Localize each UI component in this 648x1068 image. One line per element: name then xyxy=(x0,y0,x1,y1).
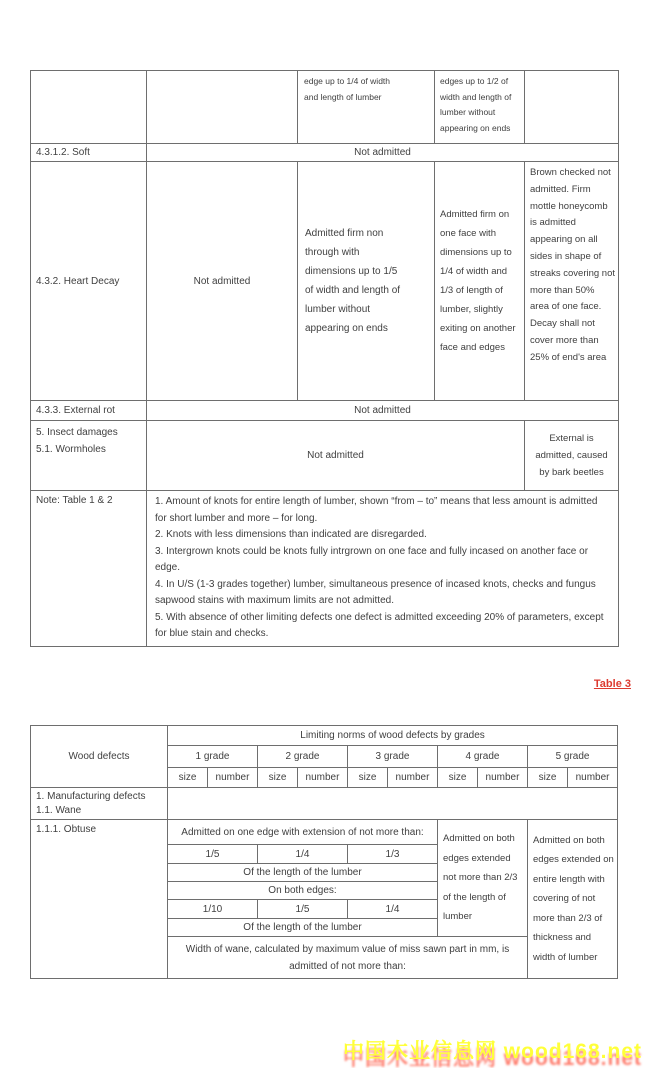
soft-label: 4.3.1.2. Soft xyxy=(31,144,147,162)
obtuse-grade5-cell: Admitted on both edges extended on entire length with covering of not more than 2/3 of thickness and width of lumber xyxy=(528,820,618,979)
external-rot-value: Not admitted xyxy=(147,401,619,421)
table-row xyxy=(31,491,619,647)
obtuse-one-edge-grade3-value: 1/3 xyxy=(348,845,438,864)
heart-decay-col2: Not admitted xyxy=(147,162,298,401)
obtuse-both-edges-grade1-value: 1/10 xyxy=(168,900,258,919)
obtuse-both-edges-grade3-value: 1/4 xyxy=(348,900,438,919)
wormholes-line2: 5.1. Wormholes xyxy=(36,444,106,455)
table-row xyxy=(31,421,619,491)
insect-damages-value: Not admitted xyxy=(147,421,525,491)
table-header-row xyxy=(31,726,618,746)
heart-decay-col3: Admitted firm non through with dimensions up to 1/5 of width and length of lumber without appearing on ends xyxy=(298,162,435,401)
cont-empty-col2 xyxy=(147,71,298,144)
obtuse-width-of-wane-note: Width of wane, calculated by maximum value of miss sawn part in mm, is admitted of not more than: xyxy=(168,937,528,979)
cont-cell-col4: edges up to 1/2 of width and length of lumber without appearing on ends xyxy=(435,71,525,144)
note-item-2: 2. Knots with less dimensions than indicated are disregarded. xyxy=(155,529,427,540)
obtuse-of-length-note-1: Of the length of the lumber xyxy=(168,864,438,882)
insect-damages-col5: External is admitted, caused by bark beetles xyxy=(525,421,619,491)
size-header: size xyxy=(348,768,388,788)
obtuse-both-edges-grade2-value: 1/5 xyxy=(258,900,348,919)
grade-3-header: 3 grade xyxy=(348,746,438,768)
obtuse-one-edge-grade2-value: 1/4 xyxy=(258,845,348,864)
table-row xyxy=(31,820,618,845)
number-header: number xyxy=(298,768,348,788)
size-header: size xyxy=(168,768,208,788)
wane-line2: 1.1. Wane xyxy=(36,804,82,816)
note-item-3: 3. Intergrown knots could be knots fully intrgrown on one face and fully incased on another face or edge. xyxy=(155,545,589,573)
insect-damages-line1: 5. Insect damages xyxy=(36,427,118,438)
manufacturing-empty-cell xyxy=(168,788,618,820)
cont-cell-col3: edge up to 1/4 of width and length of lumber xyxy=(298,71,435,144)
note-item-1: 1. Amount of knots for entire length of lumber, shown “from – to” means that less amount is admitted for short lumber and more – for long. xyxy=(155,496,598,524)
grade-5-header: 5 grade xyxy=(528,746,618,768)
table-row xyxy=(31,144,619,162)
obtuse-grade4-cell: Admitted on both edges extended not more than 2/3 of the length of lumber xyxy=(438,820,528,937)
table-row xyxy=(31,162,619,401)
number-header: number xyxy=(208,768,258,788)
note-item-4: 4. In U/S (1-3 grades together) lumber, simultaneous presence of incased knots, checks and fungus sapwood stains with maximum limits are not admitted. xyxy=(155,578,596,606)
obtuse-both-edges-header: On both edges: xyxy=(168,882,438,900)
cont-empty-col1 xyxy=(31,71,147,144)
heart-decay-col4: Admitted firm on one face with dimensions up to 1/4 of width and 1/3 of length of lumber, slightly exiting on another face and edges xyxy=(435,162,525,401)
soft-value: Not admitted xyxy=(147,144,619,162)
obtuse-label: 1.1.1. Obtuse xyxy=(31,820,168,979)
number-header: number xyxy=(568,768,618,788)
grade-1-header: 1 grade xyxy=(168,746,258,768)
table-row xyxy=(31,788,618,820)
heart-decay-label: 4.3.2. Heart Decay xyxy=(31,162,147,401)
manufacturing-defects-label xyxy=(31,788,168,820)
wood-defects-grades-table xyxy=(30,725,618,979)
table-row xyxy=(31,71,619,144)
number-header: number xyxy=(478,768,528,788)
table3-reference-label: Table 3 xyxy=(593,678,631,690)
table-row xyxy=(31,401,619,421)
note-label: Note: Table 1 & 2 xyxy=(31,491,147,647)
obtuse-of-length-note-2: Of the length of the lumber xyxy=(168,919,438,937)
site-watermark: 中国木业信息网 wood168.net xyxy=(342,1040,642,1063)
heart-decay-col5: Brown checked not admitted. Firm mottle honeycomb is admitted appearing on all sides in shape of streaks covering not more than 50% area of one face. Decay shall not cover more than 25% of end's area xyxy=(525,162,619,401)
grade-2-header: 2 grade xyxy=(258,746,348,768)
cont-empty-col5 xyxy=(525,71,619,144)
defects-table xyxy=(30,70,619,647)
size-header: size xyxy=(258,768,298,788)
manufacturing-line1: 1. Manufacturing defects xyxy=(36,791,146,802)
external-rot-label: 4.3.3. External rot xyxy=(31,401,147,421)
size-header: size xyxy=(438,768,478,788)
size-header: size xyxy=(528,768,568,788)
note-body xyxy=(147,491,619,647)
number-header: number xyxy=(388,768,438,788)
note-item-5: 5. With absence of other limiting defects one defect is admitted exceeding 20% of parameters, except for blue stain and checks. xyxy=(155,611,604,639)
grade-4-header: 4 grade xyxy=(438,746,528,768)
insect-damages-label xyxy=(31,421,147,491)
obtuse-one-edge-header: Admitted on one edge with extension of not more than: xyxy=(168,820,438,845)
wood-defects-header: Wood defects xyxy=(31,726,168,788)
obtuse-one-edge-grade1-value: 1/5 xyxy=(168,845,258,864)
limiting-norms-header: Limiting norms of wood defects by grades xyxy=(168,726,618,746)
